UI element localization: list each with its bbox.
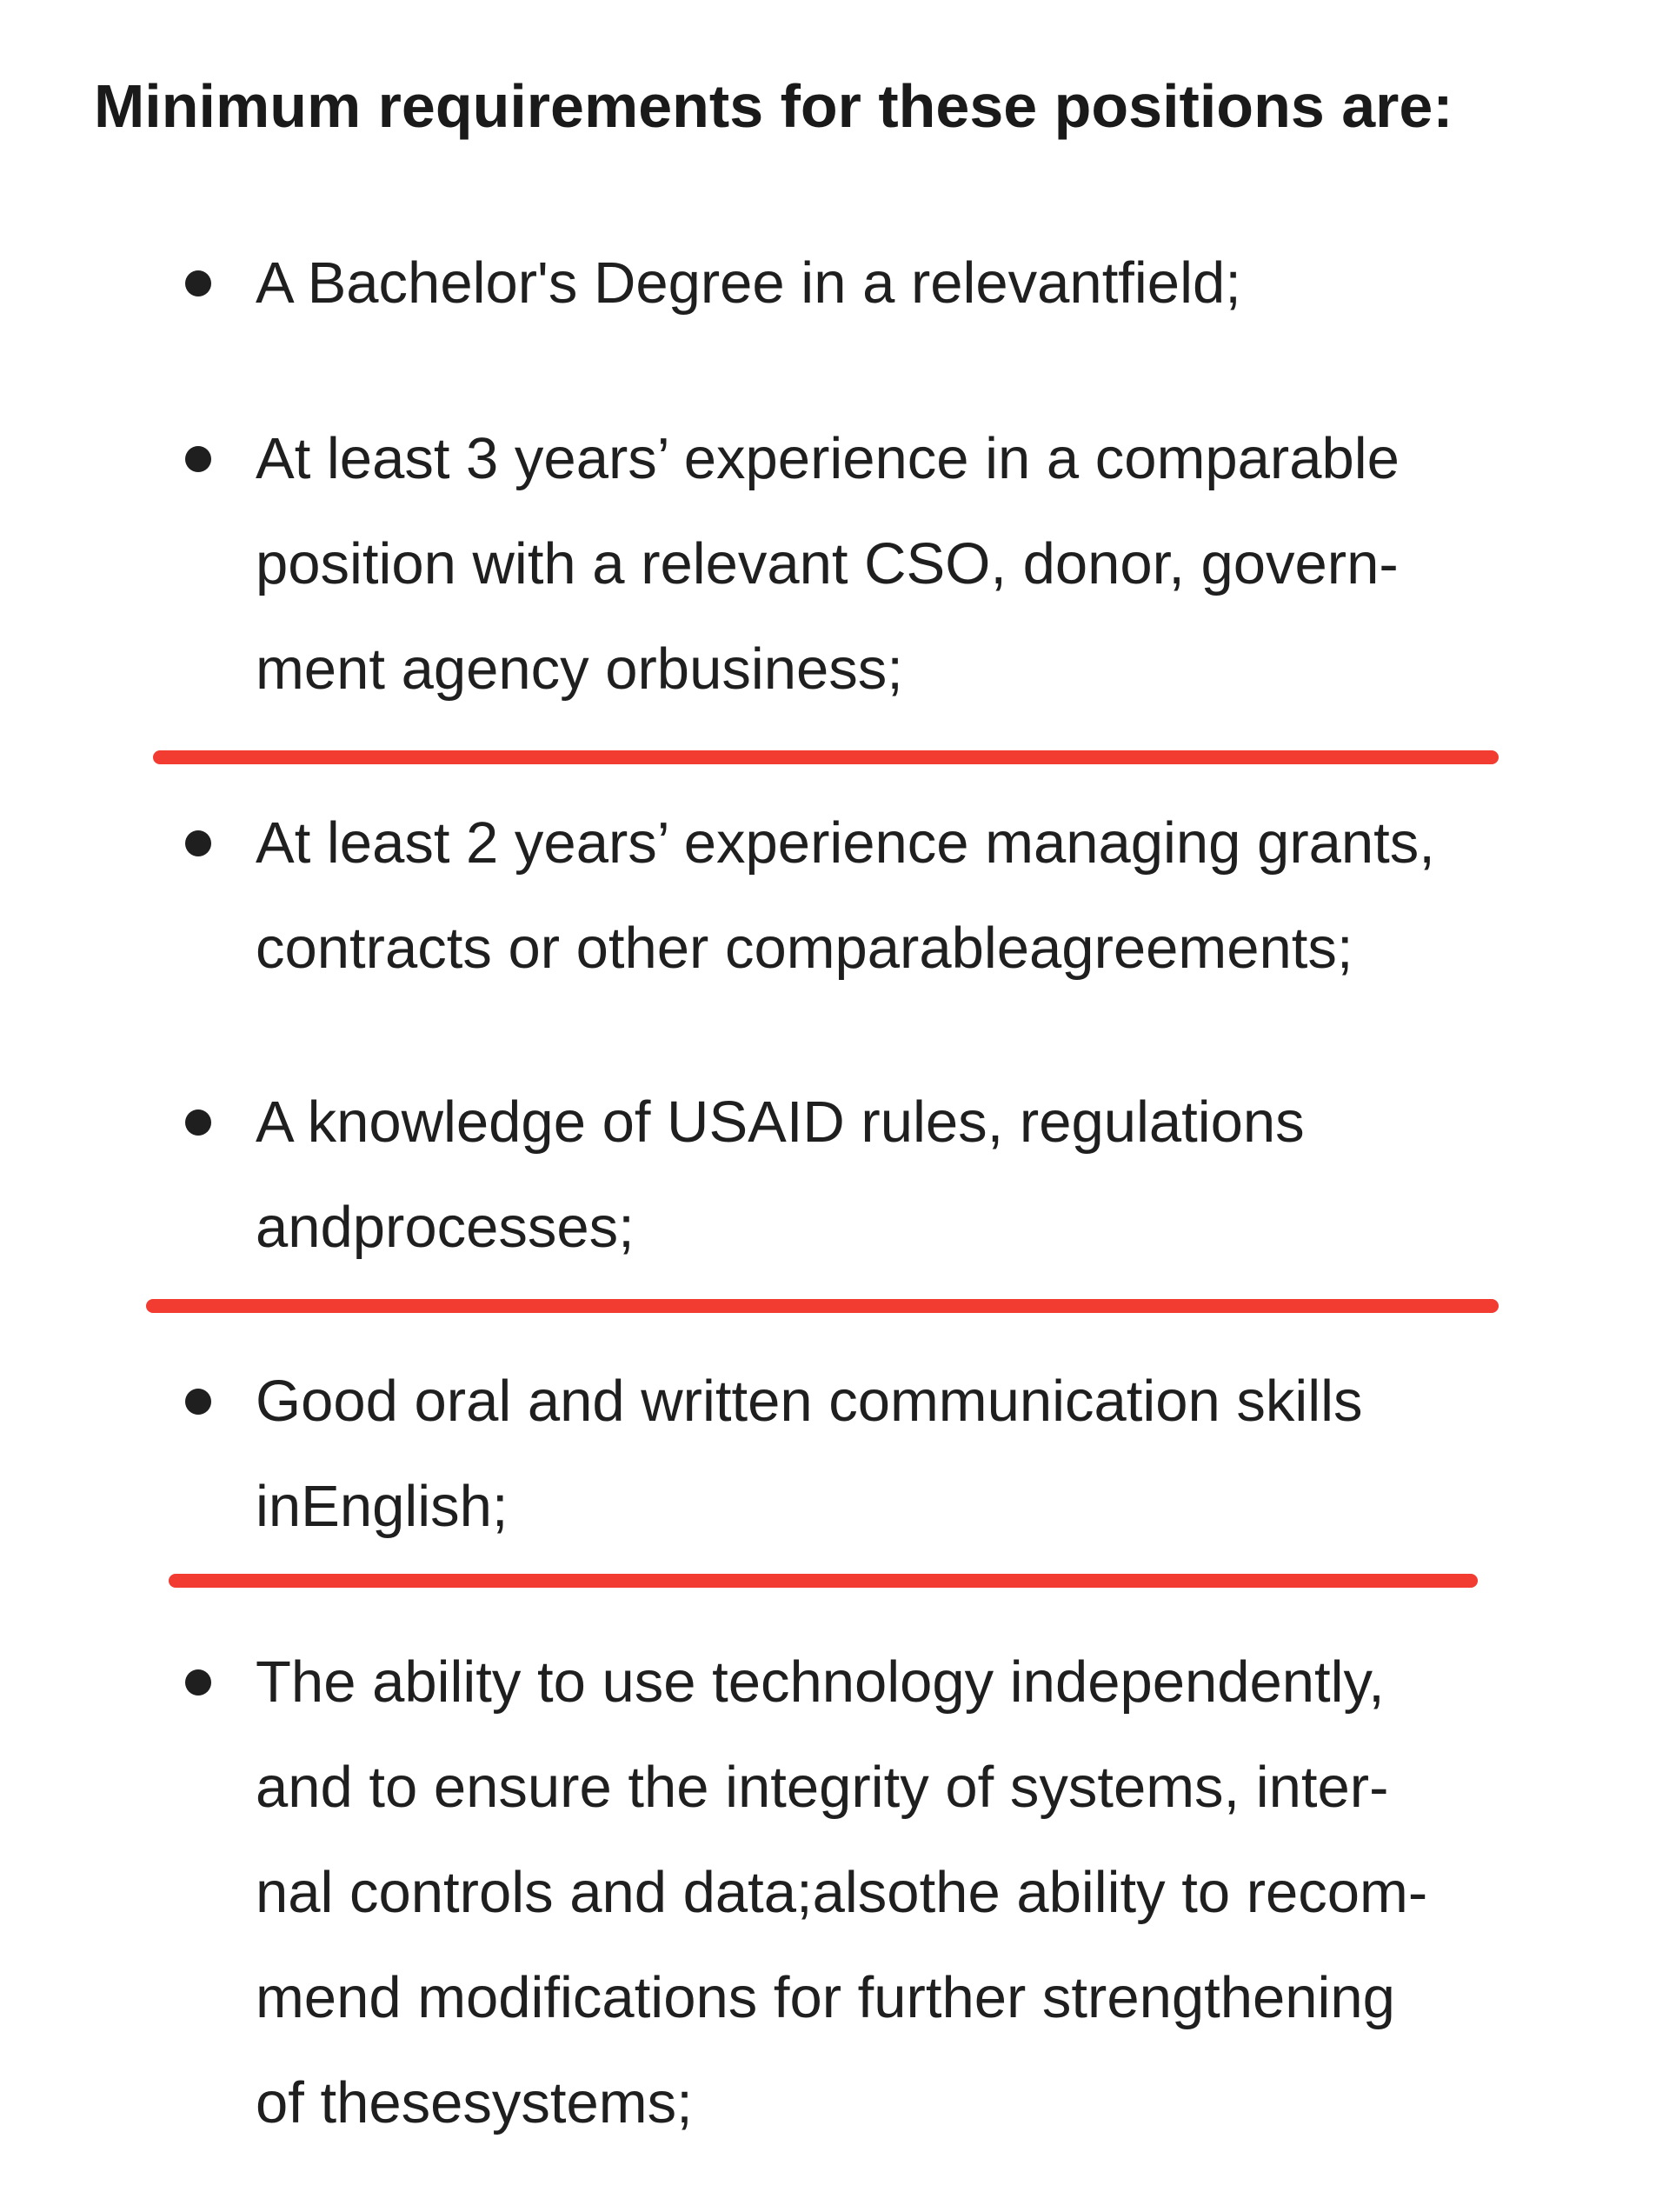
list-item (256, 1629, 1612, 2155)
list-item (256, 230, 1612, 336)
highlight-underline (146, 1299, 1499, 1313)
list-item-line: andprocesses; (256, 1195, 635, 1260)
page-title: Minimum requirements for these positions are: (94, 72, 1453, 140)
list-item-line: nal controls and data;alsothe ability to recom- (256, 1860, 1428, 1925)
highlight-underline (169, 1574, 1478, 1588)
list-item (256, 1069, 1612, 1280)
list-item-line: A knowledge of USAID rules, regulations (256, 1089, 1305, 1155)
list-item-line: A Bachelor's Degree in a relevantfield; (256, 250, 1241, 316)
list-item-line: inEnglish; (256, 1474, 509, 1539)
list-item-line: of thesesystems; (256, 2070, 693, 2135)
list-item-line: The ability to use technology independently, (256, 1649, 1385, 1715)
list-item-line: position with a relevant CSO, donor, govern- (256, 531, 1399, 596)
bullet-icon (185, 270, 211, 296)
bullet-icon (185, 1109, 211, 1136)
list-item (256, 406, 1612, 722)
list-item-line: Good oral and written communication skills (256, 1369, 1363, 1434)
list-item-line: ment agency orbusiness; (256, 636, 903, 702)
list-item (256, 790, 1612, 1001)
bullet-icon (185, 446, 211, 472)
list-item-line: and to ensure the integrity of systems, inter- (256, 1755, 1389, 1820)
list-item-line: mend modifications for further strengthening (256, 1965, 1395, 2030)
list-item-line: contracts or other comparableagreements; (256, 916, 1353, 981)
bullet-icon (185, 830, 211, 856)
bullet-icon (185, 1669, 211, 1696)
highlight-underline (153, 750, 1499, 764)
list-item (256, 1349, 1612, 1559)
bullet-icon (185, 1389, 211, 1415)
list-item-line: At least 3 years’ experience in a comparable (256, 426, 1400, 491)
list-item-line: At least 2 years’ experience managing grants, (256, 810, 1435, 876)
